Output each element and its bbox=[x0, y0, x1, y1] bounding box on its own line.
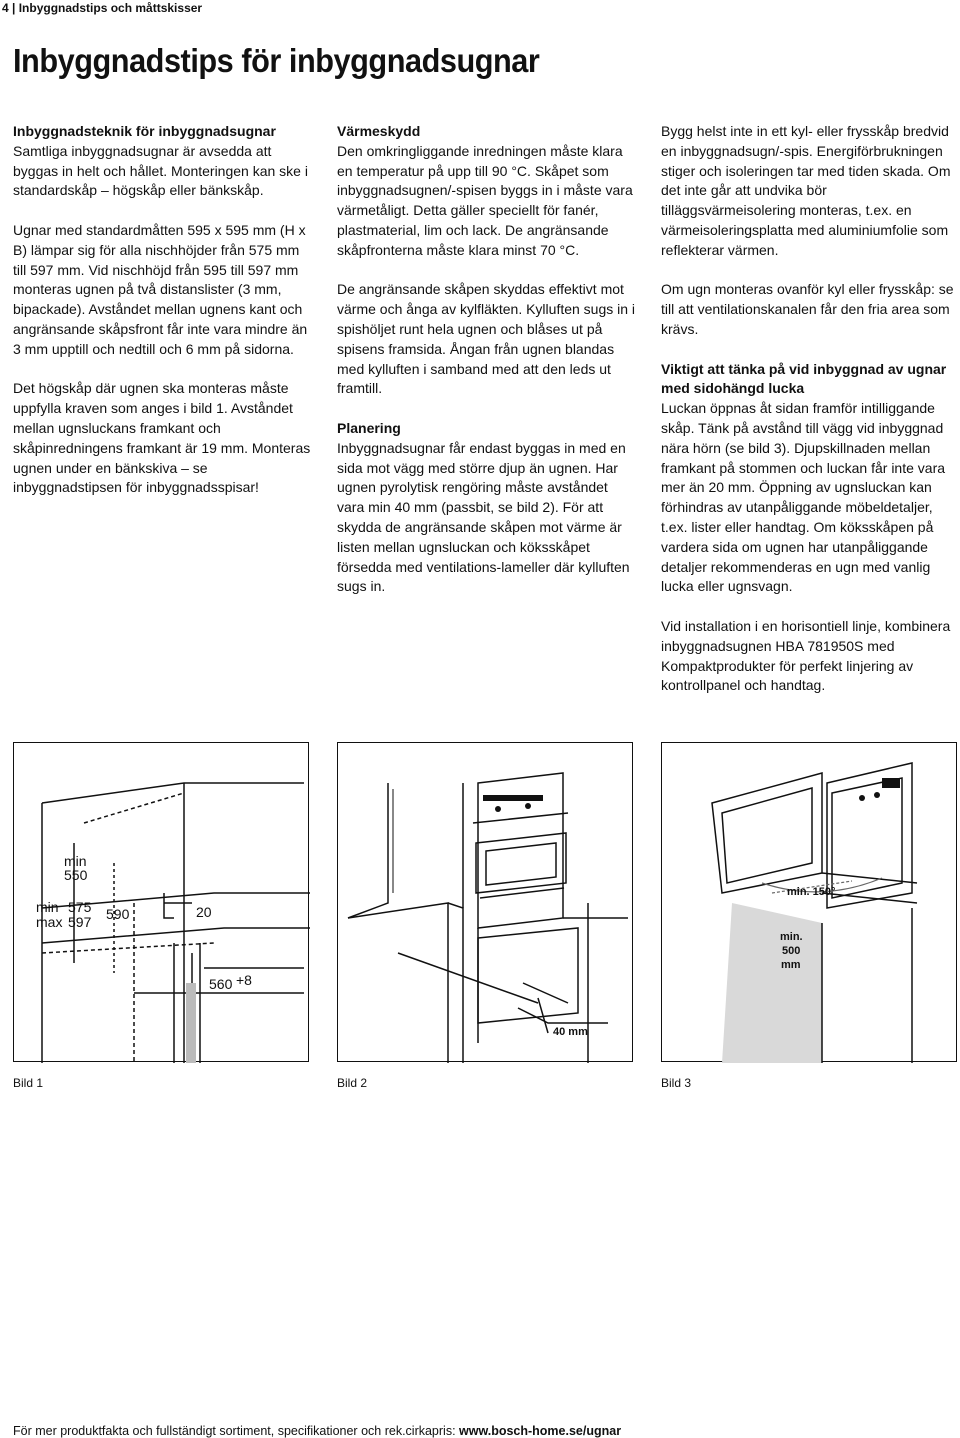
dim-575: 575 bbox=[68, 899, 92, 915]
paragraph-text: Den omkringliggande inredningen måste klara en temperatur på upp till 90 °C. Skåpet som inbyggnadsugnen/-spisen byggs in i måste vara värmetåligt. Detta gäller speciellt för fanér, plastmaterial, lim och lack. De angränsande skåpfronterna måste klara minst 70 °C. bbox=[337, 142, 633, 258]
dim-distance-label: min. bbox=[780, 931, 803, 943]
dim-distance-value: 500 bbox=[782, 945, 801, 957]
paragraph: Vid installation i en horisontiell linje, kombinera inbyggnadsugnen HBA 781950S med Kompaktprodukter för perfekt linjering av kontrollpanel och handtag. bbox=[661, 617, 951, 694]
paragraph: De angränsande skåpen skyddas effektivt mot värme och ånga av kylfläkten. Kylluften sugs in i spishöljet runt hela ugnen och blåses ut på spisens framsida. Ångan från ugnen blandas med kylluften i samband med att den leds ut framtill. bbox=[337, 281, 636, 397]
section-heading: Inbyggnadsteknik för inbyggnadsugnar bbox=[13, 123, 276, 139]
dim-angle: min. 150° bbox=[787, 886, 836, 898]
paragraph: Bygg helst inte in ett kyl- eller frysskåp bredvid en inbyggnadsugn/-spis. Energiförbrukningen stiger och isoleringen tar med tiden skada. Om det inte går att undvika bör tilläggsvärmeisolering monteras, t.ex. en värmeisoleringsplatta med aluminiumfolie som reflekterar värmen. bbox=[661, 123, 951, 258]
column-3 bbox=[661, 122, 960, 716]
caption-bild-1: Bild 1 bbox=[13, 1076, 44, 1090]
paragraph bbox=[661, 360, 960, 598]
figure-1-niche-dimensions bbox=[13, 742, 309, 1062]
column-2 bbox=[337, 122, 637, 617]
page-title: Inbyggnadstips för inbyggnadsugnar bbox=[13, 42, 540, 79]
paragraph bbox=[337, 419, 637, 597]
paragraph bbox=[13, 122, 313, 201]
dim-550: 550 bbox=[64, 867, 88, 883]
section-heading: Värmeskydd bbox=[337, 123, 421, 139]
dim-max-label: max bbox=[36, 914, 63, 930]
paragraph: Det högskåp där ugnen ska monteras måste uppfylla kraven som anges i bild 1. Avståndet mellan ugnsluckans framkant och skåpinredningens framkant är 19 mm. Monteras ugnen under en bänkskiva – se inbyggnadstipsen för inbyggnadsspisar! bbox=[13, 380, 311, 496]
paragraph: Om ugn monteras ovanför kyl eller frysskåp: se till att ventilationskanalen får den fria area som krävs. bbox=[661, 281, 954, 337]
footer-text: För mer produktfakta och fullständigt sortiment, specifikationer och rek.cirkapris: bbox=[13, 1424, 460, 1438]
dim-597: 597 bbox=[68, 914, 92, 930]
section-heading: Planering bbox=[337, 419, 401, 436]
figure-3-side-hinged-door bbox=[661, 742, 957, 1062]
paragraph-text: Inbyggnadsugnar får endast byggas in med en sida mot vägg med större djup än ugnen. Har ugnen pyrolytisk rengöring måste avståndet vara min 40 mm (passbit, se bild 2). För att skydda de angränsande skåpen mot värme är listen mellan ugnsluckan och köksskåpet försedda med ventilations-lameller där kylluften sugs in. bbox=[337, 439, 630, 595]
dim-40mm: 40 mm bbox=[553, 1026, 588, 1038]
paragraph-text: Samtliga inbyggnadsugnar är avsedda att byggas in helt och hållet. Monteringen kan ske i standardskåp – högskåp eller bänkskåp. bbox=[13, 142, 308, 199]
page-header: 4 | Inbyggnadstips och måttskisser bbox=[2, 1, 203, 15]
figure-2-oven-installation bbox=[337, 742, 633, 1062]
footer-link[interactable]: www.bosch-home.se/ugnar bbox=[459, 1424, 622, 1438]
niche-drawing bbox=[14, 743, 310, 1063]
oven-installation-drawing bbox=[338, 743, 634, 1063]
footer bbox=[13, 1424, 621, 1438]
dim-min-label-2: min bbox=[36, 899, 59, 915]
section-heading: Viktigt att tänka på vid inbyggnad av ugnar med sidohängd lucka bbox=[661, 360, 947, 397]
caption-bild-3: Bild 3 bbox=[661, 1076, 692, 1090]
side-hinged-door-drawing bbox=[662, 743, 958, 1063]
caption-bild-2: Bild 2 bbox=[337, 1076, 368, 1090]
dim-590: 590 bbox=[106, 906, 130, 922]
dim-20: 20 bbox=[196, 904, 212, 920]
dim-distance-unit: mm bbox=[781, 959, 801, 971]
dim-560: 560 bbox=[209, 976, 233, 992]
dim-min-label: min bbox=[64, 853, 87, 869]
paragraph: Ugnar med standardmåtten 595 x 595 mm (H x B) lämpar sig för alla nischhöjder från 575 mm till 597 mm. Vid nischhöjd från 595 till 597 mm monteras ugnen på två distanslister (3 mm, bipackade). Avståndet mellan ugnens kant och angränsande skåpsfront får inte vara mindre än 3 mm upptill och nedtill och 6 mm på sidorna. bbox=[13, 221, 308, 357]
column-1 bbox=[13, 122, 313, 518]
paragraph-text: Luckan öppnas åt sidan framför intilliggande skåp. Tänk på avstånd till vägg vid inbyggnad nära hörn (se bild 3). Djupskillnaden mellan framkant på stommen och luckan får inte vara mer än 20 mm. Öppning av ugnsluckan kan förhindras av utanpåliggande möbeldetaljer, t.ex. lister eller handtag. Om köksskåpen på vardera sida om ugnen har utanpåliggande detaljer rekommenderas en ugn med vanlig lucka eller ugnsvagn. bbox=[661, 400, 946, 595]
paragraph bbox=[337, 122, 637, 261]
dim-plus-8: +8 bbox=[236, 972, 252, 988]
